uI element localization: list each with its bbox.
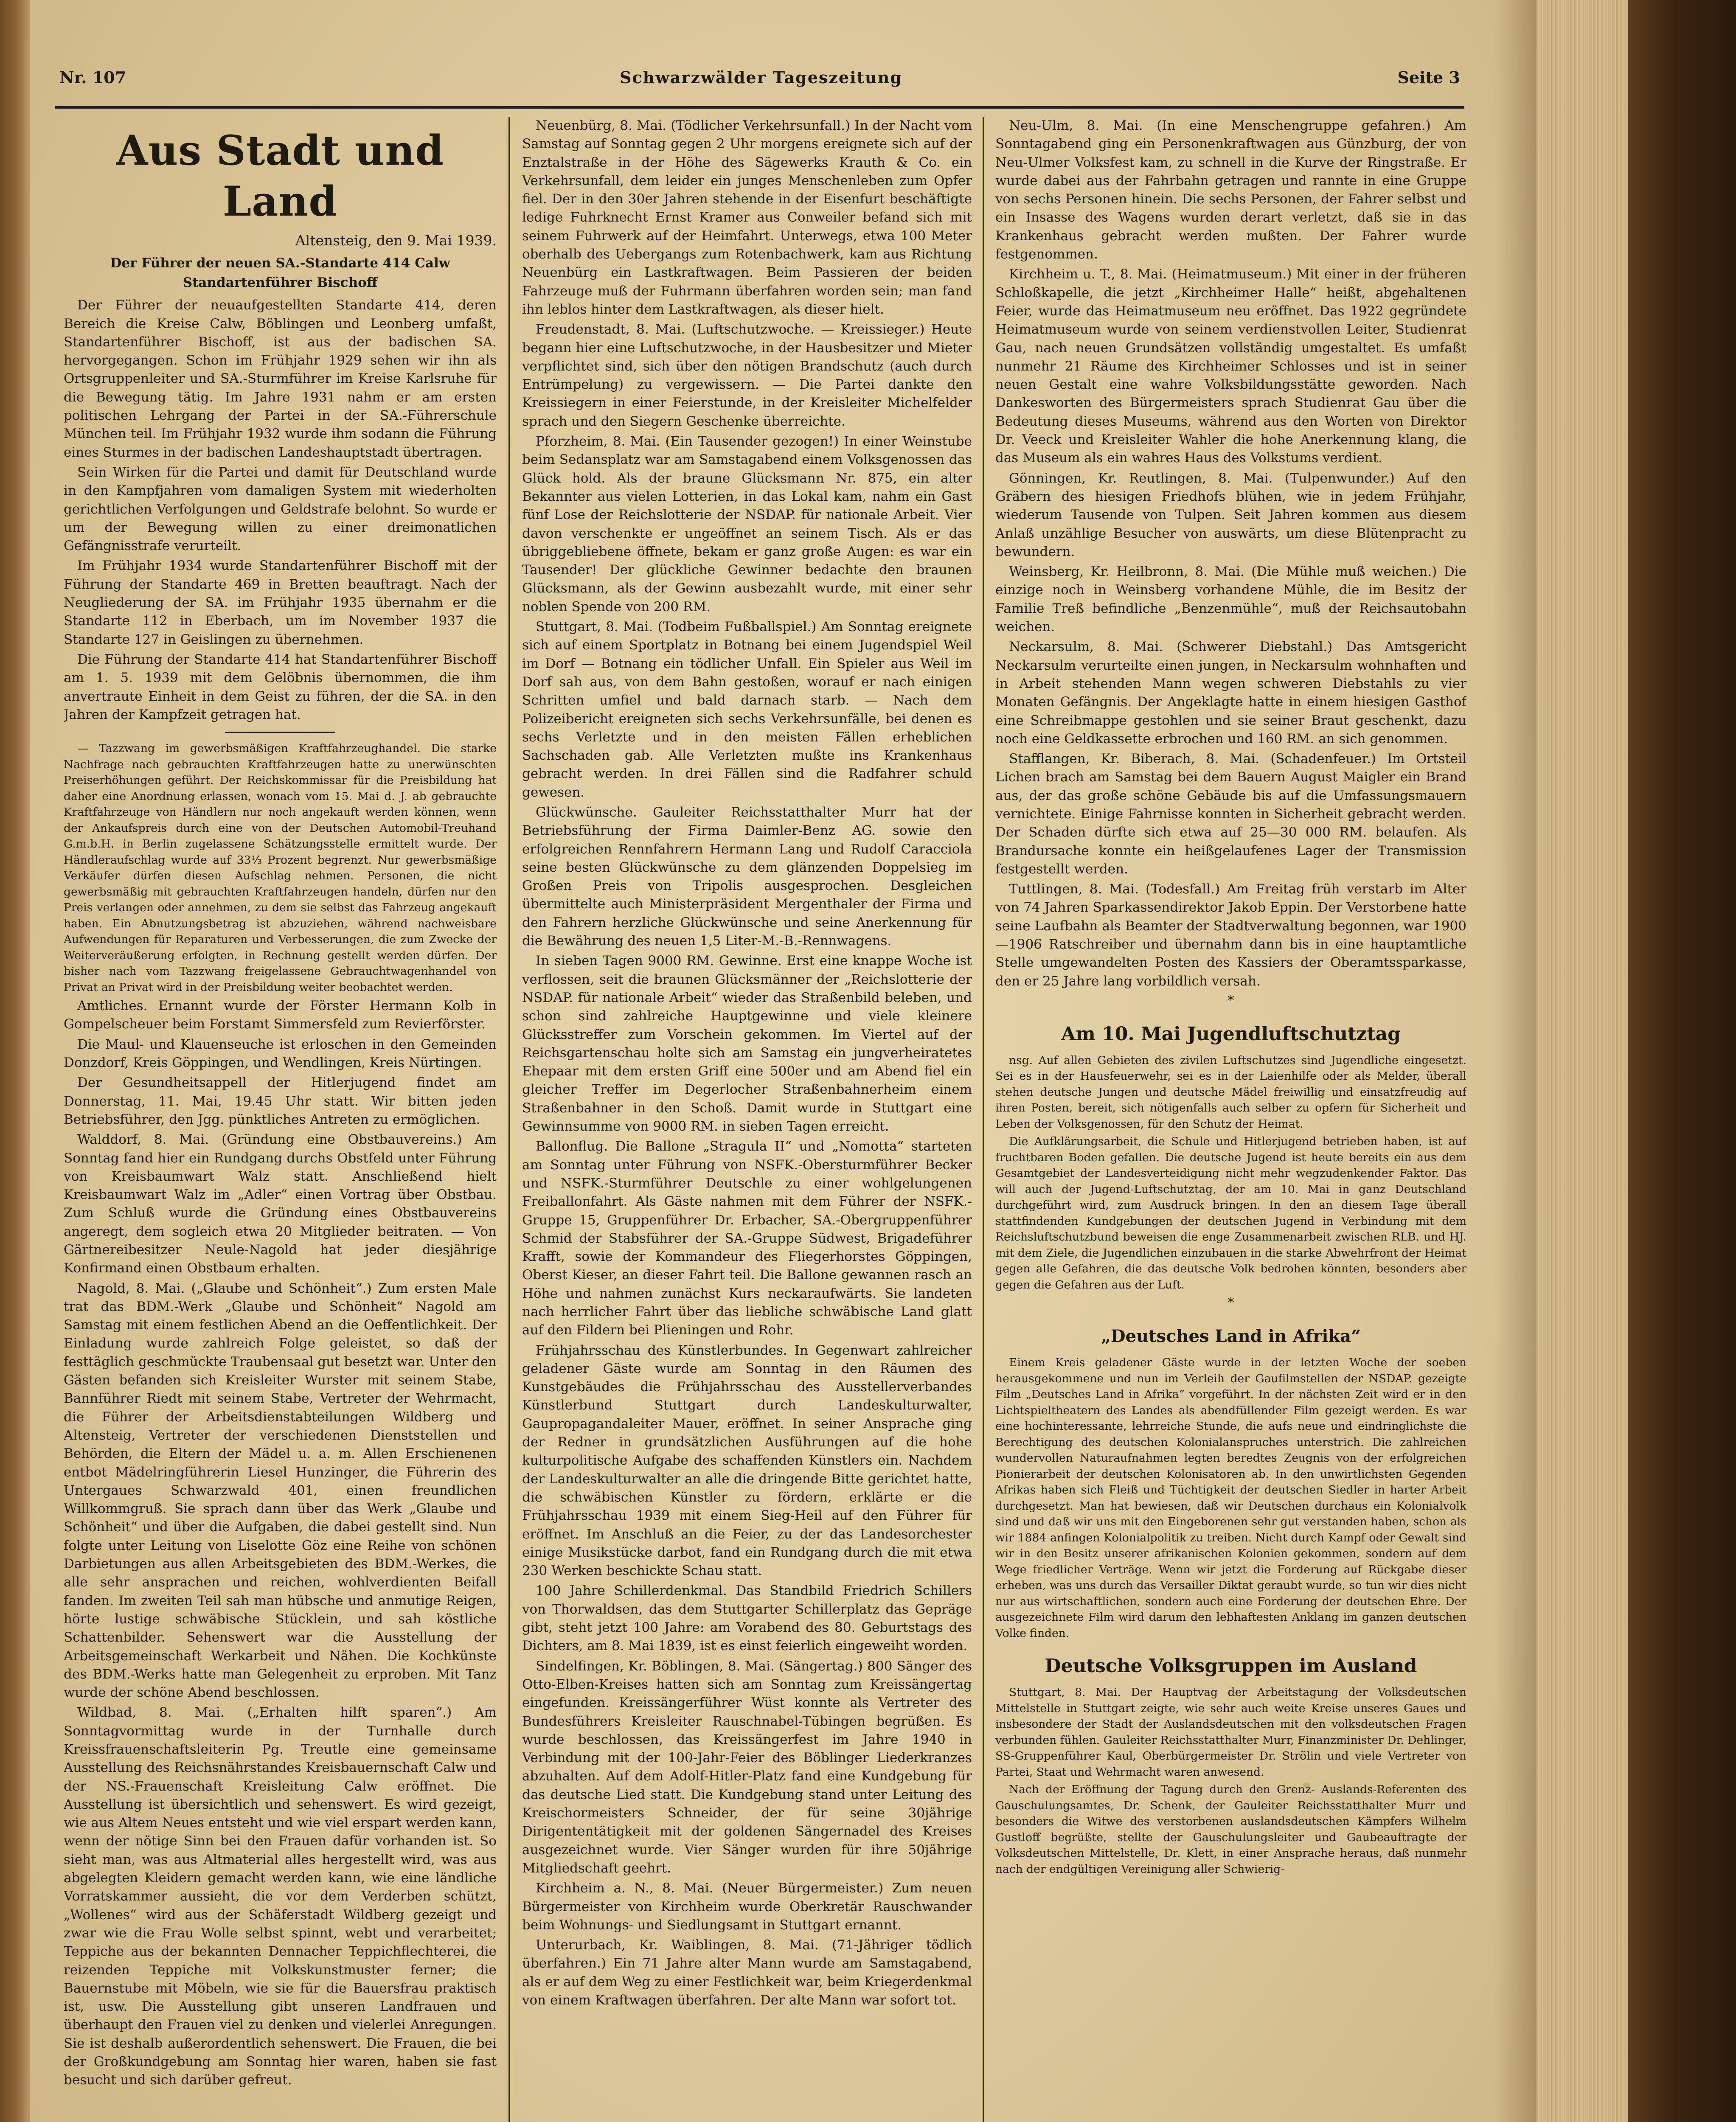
- article-paragraph: Unterurbach, Kr. Waiblingen, 8. Mai. (71-Jähriger tödlich überfahren.) Ein 71 Jahre alter Mann wurde am Samstagabend, als er auf dem Weg zu einer Festlichkeit war, beim Kriegerdenkmal von einem Kraftwagen überfahren. Der alte Mann war sofort tot.: [522, 1937, 972, 2008]
- section-title: Aus Stadt und Land: [116, 126, 444, 225]
- section-heading: Am 10. Mai Jugendluftschutztag: [1061, 1023, 1401, 1045]
- article-paragraph: Weinsberg, Kr. Heilbronn, 8. Mai. (Die Mühle muß weichen.) Die einzige noch in Weinsberg vorhandene Mühle, die im Besitz der Familie Treß befindliche „Benzenmühle“, muß der Reichsautobahn weichen.: [995, 564, 1466, 635]
- section-heading: „Deutsches Land in Afrika“: [1101, 1326, 1361, 1347]
- header-rule: [55, 106, 1464, 109]
- article-paragraph: Tuttlingen, 8. Mai. (Todesfall.) Am Freitag früh verstarb im Alter von 74 Jahren Sparkassendirektor Jakob Eppin. Der Verstorbene hatte seine Laufbahn als Beamter der Stadtverwaltung begonnen, war 1900—1906 Ratschreiber und übernahm dann bis in eine hauptamtliche Stelle umgewandelten Posten des Kassiers der Oberamtssparkasse, den er 25 Jahre lang vorbildlich versah.: [995, 881, 1466, 989]
- article-paragraph: nsg. Auf allen Gebieten des zivilen Luftschutzes sind Jugendliche eingesetzt. Sei es in der Hausfeuerwehr, sei es in der Laienhilfe oder als Melder, überall stehen deutsche Jungen und deutsche Mädel freiwillig und einsatzfreudig auf ihren Posten, bereit, sich nötigenfalls auch selber zu opfern für Sicherheit und Leben der Volksgenossen, für den Schutz der Heimat.: [995, 1053, 1466, 1131]
- book-cover-right: [1628, 0, 1736, 2122]
- column-3: [995, 117, 1466, 2122]
- article-paragraph: Amtliches. Ernannt wurde der Förster Hermann Kolb in Gompelscheuer beim Forstamt Simmersfeld zum Revierförster.: [64, 998, 497, 1032]
- notice-paragraph: — Tazzwang im gewerbsmäßigen Kraftfahrzeughandel. Die starke Nachfrage nach gebrauchten Kraftfahrzeugen hatte zu unerwünschten Preiserhöhungen geführt. Der Reichskommissar für die Preisbildung hat daher eine Anordnung erlassen, wonach vom 15. Mai d. J. ab gebrauchte Kraftfahrzeuge von Händlern nur noch angekauft werden können, wenn der Ankaufspreis durch eine von der Deutschen Automobil-Treuhand G.m.b.H. in Berlin zugelassene Schätzungsstelle ermittelt wurde. Der Händleraufschlag wurde auf 33⅓ Prozent begrenzt. Nur gewerbsmäßige Verkäufer dürfen diesen Aufschlag nehmen. Personen, die nicht gewerbsmäßig mit gebrauchten Kraftfahrzeugen handeln, dürfen nur den Preis verlangen oder annehmen, zu dem sie selbst das Fahrzeug angekauft haben. Ein Abnutzungsbetrag ist abzuziehen, während nachweisbare Aufwendungen für Reparaturen und Verbesserungen, die zum Zwecke der Weiterveräußerung erfolgten, in Rechnung gestellt werden dürfen. Der bisher nach vom Tazzwang freigelassene Gebrauchtwagenhandel von Privat an Privat wird in der Preisbildung weiter beobachtet werden.: [64, 742, 497, 994]
- article-paragraph: Freudenstadt, 8. Mai. (Luftschutzwoche. — Kreissieger.) Heute begann hier eine Luftschutzwoche, in der Hausbesitzer und Mieter verpflichtet sind, sich über den nötigen Brandschutz (auch durch Entrümpelung) zu vergewissern. — Die Partei dankte den Kreissiegern in einer Feierstunde, in der Kreisleiter Michelfelder sprach und den Siegern Geschenke überreichte.: [522, 322, 972, 429]
- article-headline: Der Führer der neuen SA.-Standarte 414 Calw: [110, 255, 450, 271]
- separator-star: *: [1228, 1295, 1234, 1311]
- separator-star: *: [1228, 993, 1234, 1008]
- separator: [225, 732, 335, 733]
- article-subheadline: Standartenführer Bischoff: [183, 275, 378, 291]
- column-divider-1: [508, 117, 510, 2122]
- article-paragraph: Einem Kreis geladener Gäste wurde in der letzten Woche der soeben herausgekommene und nun im Verleih der Gaufilmstellen der NSDAP. gezeigte Film „Deutsches Land in Afrika“ vorgeführt. In der nächsten Zeit wird er in den Lichtspieltheatern des Landes als abendfüllender Film gezeigt werden. Es war eine hochinteressante, lehrreiche Stunde, die aufs neue und eindringlichste die Berechtigung des deutschen Kolonialanspruches unterstrich. Die zahlreichen wundervollen Naturaufnahmen legten beredtes Zeugnis von der erfolgreichen Pionierarbeit der deutschen Kolonisatoren ab. In den unwirtlichsten Gegenden Afrikas haben sich Fleiß und Tüchtigkeit der deutschen Siedler in harter Arbeit durchgesetzt. Man hat bewiesen, daß wir Deutschen durchaus ein Kolonialvolk sind und daß wir uns mit den Eingeborenen sehr gut verstanden haben, schon als wir 1884 anfingen Kolonialpolitik zu treiben. Nicht durch Kampf oder Gewalt sind wir in den Besitz unserer afrikanischen Kolonien gekommen, sondern auf dem Wege friedlicher Verträge. Wenn wir jetzt die Forderung auf Rückgabe dieser erheben, was uns durch das Versailler Diktat geraubt wurde, so tun wir dies nicht nur aus wirtschaftlichen, sondern auch eine Forderung der deutschen Ehre. Der ausgezeichnete Film wird darum den lebhaftesten Anklang im ganzen deutschen Volke finden.: [995, 1356, 1466, 1640]
- page-header: [59, 68, 1460, 98]
- column-1: [64, 117, 497, 2122]
- article-paragraph: Wildbad, 8. Mai. („Erhalten hilft sparen“.) Am Sonntagvormittag wurde in der Turnhalle durch Kreissfrauenschaftsleiterin Pg. Treutle eine gemeinsame Ausstellung des Reichsnährstandes Kreisbauernschaft Calw und der NS.-Frauenschaft Kreisleitung Calw eröffnet. Die Ausstellung ist übersichtlich und sehenswert. Es wird gezeigt, wie aus Altem Neues entsteht und wie viel erspart werden kann, wenn der nötige Sinn bei den Frauen dafür vorhanden ist. So sieht man, was aus Altmaterial alles hergestellt wird, was aus abgelegten Kleidern gemacht werden kann, wie eine ländliche Vorratskammer aussieht, die vor dem Verderben schützt, „Wollenes“ wird aus der Schäferstadt Wildberg gezeigt und zwar wie die Frau Wolle selbst spinnt, webt und verarbeitet; Teppiche aus der bekannten Dennacher Teppichflechterei, die reizenden Teppiche mit Volkskunstmuster ferner; die Bauernstube mit Möbeln, wie sie für die Bauersfrau praktisch ist, usw. Die Ausstellung gibt unseren Landfrauen und überhaupt den Frauen viel zu denken und vielerlei Anregungen. Sie ist deshalb außerordentlich sehenswert. Die Frauen, die bei der Großkundgebung am Sonntag hier waren, haben sie fast besucht und sich darüber gefreut.: [64, 1705, 497, 2088]
- article-paragraph: Nach der Eröffnung der Tagung durch den Grenz- Auslands-Referenten des Gauschulungsamtes, Dr. Schenk, der Gauleiter Reichsstatthalter Murr und besonders die Witwe des verstorbenen auslandsdeutschen Kämpfers Wilhelm Gustloff begrüßte, stellte der Gauschulungsleiter und Gaubeauftragte der Volksdeutschen Mittelstelle, Dr. Klett, in einer Ansprache heraus, daß nunmehr nach der endgültigen Vereinigung aller Schwierig-: [995, 1783, 1466, 1876]
- article-paragraph: Stafflangen, Kr. Biberach, 8. Mai. (Schadenfeuer.) Im Ortsteil Lichen brach am Samstag bei dem Bauern August Maigler ein Brand aus, der das große schöne Gebäude bis auf die Umfassungsmauern vernichtete. Einige Fahrnisse konnten in Sicherheit gebracht werden. Der Schaden dürfte sich etwa auf 25—30 000 RM. belaufen. Als Brandursache konnte ein heißgelaufenes Lager der Transmission festgestellt werden.: [995, 751, 1466, 877]
- article-paragraph: Walddorf, 8. Mai. (Gründung eine Obstbauvereins.) Am Sonntag fand hier ein Rundgang durchs Obstfeld unter Führung von Kreisbaumwart Walz statt. Anschließend hielt Kreisbaumwart Walz im „Adler“ einen Vortrag über Obstbau. Zum Schluß wurde die Gründung eines Obstbauvereins angeregt, dem sogleich etwa 20 Mitglieder beitraten. — Von Gärtnereibesitzer Neule-Nagold hat jeder diesjährige Konfirmand einen Obstbaum erhalten.: [64, 1132, 497, 1276]
- page-number: Seite 3: [1397, 68, 1460, 87]
- article-paragraph: Glückwünsche. Gauleiter Reichsstatthalter Murr hat der Betriebsführung der Firma Daimler-Benz AG. sowie den erfolgreichen Rennfahrern Hermann Lang und Rudolf Caracciola seine besten Glückwünsche zu dem glänzenden Doppelsieg im Großen Preis von Tripolis ausgesprochen. Desgleichen übermittelte auch Ministerpräsident Mergenthaler der Firma und den Fahrern herzliche Glückwünsche und seine Anerkennung für die Bewährung des neuen 1,5 Liter-M.-B.-Rennwagens.: [522, 804, 972, 949]
- article-paragraph: Der Führer der neuaufgestellten Standarte 414, deren Bereich die Kreise Calw, Böblingen und Leonberg umfaßt, Standartenführer Bischoff, ist aus der badischen SA. hervorgegangen. Schon im Frühjahr 1929 sehen wir ihn als Ortsgruppenleiter und SA.-Sturmführer im Kreise Karlsruhe für die Bewegung tätig. Im Jahre 1931 nahm er am ersten politischen Lehrgang der Partei in der SA.-Führerschule München teil. Im Frühjahr 1932 wurde ihm sodann die Führung eines Sturmes in der badischen Landeshauptstadt übertragen.: [64, 298, 497, 460]
- article-paragraph: In sieben Tagen 9000 RM. Gewinne. Erst eine knappe Woche ist verflossen, seit die braunen Glücksmänner der „Reichslotterie der NSDAP. für nationale Arbeit“ wieder das Straßenbild beleben, und schon sind zahlreiche Hauptgewinne und viele kleinere Glücksstreffer zum Vorschein gekommen. Im Viertel auf der Reichsgartenschau holte sich am Samstag ein jungverheiratetes Ehepaar mit dem ersten Griff eine 500er und am Abend fiel ein gleicher Treffer im Degerlocher Straßenbahnerheim einem Straßenbahner in den Schoß. Damit wurde in Stuttgart eine Gewinnsumme von 9000 RM. in sieben Tagen erreicht.: [522, 953, 972, 1134]
- article-paragraph: Der Gesundheitsappell der Hitlerjugend findet am Donnerstag, 11. Mai, 19.45 Uhr statt. Wir bitten jeden Betriebsführer, den Jgg. pünktliches Antreten zu ermöglichen.: [64, 1075, 497, 1127]
- article-paragraph: Frühjahrsschau des Künstlerbundes. In Gegenwart zahlreicher geladener Gäste wurde am Sonntag in den Räumen des Kunstgebäudes die Frühjahrsschau des Ausstellerverbandes Künstlerbund Stuttgart durch Landeskulturwalter, Gaupropagandaleiter Mauer, eröffnet. In seiner Ansprache ging der Redner in grundsätzlichen Ausführungen auf die hohe kulturpolitische Aufgabe des schaffenden Künstlers ein. Nachdem der Landeskulturwalter an alle die dringende Bitte gerichtet hatte, die schwäbischen Künstler zu fördern, erklärte er die Frühjahrsschau 1939 mit einem Sieg-Heil auf den Führer für eröffnet. Im Anschluß an die Feier, zu der das Landesorchester einige Musikstücke darbot, fand ein Rundgang durch die mit etwa 230 Werken beschickte Schau statt.: [522, 1342, 972, 1579]
- dateline: Altensteig, den 9. Mai 1939.: [295, 232, 497, 249]
- issue-number: Nr. 107: [59, 68, 126, 87]
- article-paragraph: Stuttgart, 8. Mai. Der Hauptvag der Arbeitstagung der Volksdeutschen Mittelstelle in Stuttgart zeigte, wie sehr auch weite Kreise unseres Gaues und insbesondere der Stadt der Auslandsdeutschen mit den volksdeutschen Fragen verbunden fühlen. Gauleiter Reichsstatthalter Murr, Finanzminister Dr. Dehlinger, SS-Gruppenführer Kaul, Oberbürgermeister Dr. Strölin und viele Vertreter von Partei, Staat und Wehrmacht waren anwesend.: [995, 1686, 1466, 1779]
- article-paragraph: Die Maul- und Klauenseuche ist erloschen in den Gemeinden Donzdorf, Kreis Göppingen, und Wendlingen, Kreis Nürtingen.: [64, 1036, 497, 1071]
- article-paragraph: Pforzheim, 8. Mai. (Ein Tausender gezogen!) In einer Weinstube beim Sedansplatz war am Samstagabend einem Volksgenossen das Glück hold. Als der braune Glücksmann Nr. 875, ein alter Bekannter aus vielen Lotterien, in das Lokal kam, nahm ein Gast fünf Lose der Reichslotterie der NSDAP. für nationale Arbeit. Vier davon verschenkte er ungeöffnet an seinem Tisch. Als er das übriggebliebene öffnete, bekam er ganz große Augen: es war ein Tausender! Der glückliche Gewinner bedachte den braunen Glücksmann, als der Gewinn ausbezahlt wurde, mit einer sehr noblen Spende von 200 RM.: [522, 434, 972, 615]
- section-heading: Deutsche Volksgruppen im Ausland: [1045, 1655, 1417, 1677]
- article-paragraph: Die Führung der Standarte 414 hat Standartenführer Bischoff am 1. 5. 1939 mit dem Gelöbnis übernommen, die ihm anvertraute Einheit in dem Geist zu führen, der die SA. in den Jahren der Kampfzeit getragen hat.: [64, 651, 497, 722]
- page-edges: [1537, 0, 1630, 2122]
- article-paragraph: Sindelfingen, Kr. Böblingen, 8. Mai. (Sängertag.) 800 Sänger des Otto-Elben-Kreises hatten sich am Sonntag zum Kreissängertag eingefunden. Kreissängerführer Wüst konnte als Vertreter des Bundesführers Kreisleiter Rauschnabel-Tübingen begrüßen. Es wurde beschlossen, das Kreissängerfest im Jahre 1940 in Verbindung mit der 100-Jahr-Feier des Böblinger Liederkranzes abzuhalten. Auf dem Adolf-Hitler-Platz fand eine Kundgebung für das deutsche Lied statt. Die Kundgebung stand unter Leitung des Kreischormeisters Schneider, der für seine 30jährige Dirigententätigkeit mit der goldenen Sängernadel des Kreises ausgezeichnet wurde. Vier Sänger wurden für ihre 50jährige Mitgliedschaft geehrt.: [522, 1658, 972, 1876]
- article-paragraph: 100 Jahre Schillerdenkmal. Das Standbild Friedrich Schillers von Thorwaldsen, das dem Stuttgarter Schillerplatz das Gepräge gibt, steht jetzt 100 Jahre: am Vorabend des 80. Geburtstags des Dichters, am 8. Mai 1839, ist es einst feierlich eingeweiht worden.: [522, 1583, 972, 1654]
- article-paragraph: Ballonflug. Die Ballone „Stragula II“ und „Nomotta“ starteten am Sonntag unter Führung von NSFK.-Obersturmführer Becker und NSFK.-Sturmführer Deutschle zu einer wohlgelungenen Freiballonfahrt. Als Gäste nahmen mit dem Führer der NSFK.-Gruppe 15, Gruppenführer Dr. Erbacher, SA.-Obergruppenführer Schmid der Stabsführer der SA.-Gruppe Südwest, Brigadeführer Krafft, sowie der Kommandeur des Fliegerhorstes Göppingen, Oberst Kieser, an dieser Fahrt teil. Die Ballone gewannen rasch an Höhe und nahmen zunächst Kurs neckaraufwärts. Sie landeten nach herrlicher Fahrt über das liebliche schwäbische Land glatt auf den Fildern bei Plieningen und Rohr.: [522, 1139, 972, 1338]
- article-paragraph: Kirchheim u. T., 8. Mai. (Heimatmuseum.) Mit einer in der früheren Schloßkapelle, die jetzt „Kirchheimer Halle“ heißt, abgehaltenen Feier, wurde das Heimatmuseum neu eröffnet. Das 1922 gegründete Heimatmuseum wurde von seinem verdienstvollen Leiter, Studienrat Gau, nach neuen Grundsätzen vollständig umgestaltet. Es umfaßt nunmehr 21 Räume des Kirchheimer Schlosses und ist in seiner neuen Gestalt eine wahre Volksbildungsstätte geworden. Nach Dankesworten des Bürgermeisters sprach Studienrat Gau über die Bedeutung dieses Museums, während aus den Worten von Direktor Dr. Veeck und Kreisleiter Wahler die hohe Anerkennung klang, die das Museum als ein wahres Haus des Volkstums verdient.: [995, 267, 1466, 466]
- column-divider-2: [983, 117, 984, 2122]
- article-paragraph: Gönningen, Kr. Reutlingen, 8. Mai. (Tulpenwunder.) Auf den Gräbern des hiesigen Friedhofs blühen, wie in jedem Frühjahr, wiederum Tausende von Tulpen. Seit Jahren kommen aus diesem Anlaß unzählige Besucher von auswärts, um diese Blütenpracht zu bewundern.: [995, 470, 1466, 559]
- article-paragraph: Die Aufklärungsarbeit, die Schule und Hitlerjugend betrieben haben, ist auf fruchtbaren Boden gefallen. Die deutsche Jugend ist heute bereits ein aus dem Gesamtgebiet der Landesverteidigung nicht mehr wegzudenkender Faktor. Das will auch der Jugend-Luftschutztag, der am 10. Mai in ganz Deutschland durchgeführt wird, zum Ausdruck bringen. In den an diesem Tage überall stattfindenden Kundgebungen der deutschen Jugend in Verbindung mit dem Reichsluftschutzbund beweisen die enge Zusammenarbeit zwischen RLB. und HJ. mit dem Ziele, die Jugendlichen einzubauen in die starke Abwehrfront der Heimat gegen alle Gefahren, die das deutsche Volk bedrohen könnten, besonders aber gegen die Gefahren aus der Luft.: [995, 1135, 1466, 1291]
- article-paragraph: Sein Wirken für die Partei und damit für Deutschland wurde in den Kampfjahren vom damaligen System mit wiederholten gerichtlichen Verfolgungen und Geldstrafe belohnt. So wurde er um der Bewegung willen zu einer dreimonatlichen Gefängnisstrafe verurteilt.: [64, 464, 497, 554]
- column-2: [522, 117, 972, 2122]
- article-paragraph: Im Frühjahr 1934 wurde Standartenführer Bischoff mit der Führung der Standarte 469 in Bretten beauftragt. Nach der Neugliederung der SA. im Frühjahr 1935 übernahm er die Standarte 112 in Eberbach, um im November 1937 die Standarte 127 in Geislingen zu übernehmen.: [64, 558, 497, 647]
- article-paragraph: Neuenbürg, 8. Mai. (Tödlicher Verkehrsunfall.) In der Nacht vom Samstag auf Sonntag gegen 2 Uhr morgens ereignete sich auf der Enztalstraße in der Höhe des Sägewerks Krauth & Co. ein Verkehrsunfall, dem leider ein junges Menschenleben zum Opfer fiel. Der in den 30er Jahren stehende in der Eisenfurt beschäftigte ledige Fuhrknecht Ernst Kramer aus Conweiler befand sich mit seinem Fuhrwerk auf der Heimfahrt. Unterwegs, etwa 100 Meter oberhalb des Uebergangs zum Rotenbachwerk, kam aus Richtung Neuenbürg ein Lastkraftwagen. Beim Passieren der beiden Fahrzeuge muß der Fuhrmann überfahren worden sein; man fand ihn leblos hinter dem Lastkraftwagen, als dieser hielt.: [522, 118, 972, 317]
- newspaper-name: Schwarzwälder Tageszeitung: [620, 68, 902, 87]
- article-paragraph: Kirchheim a. N., 8. Mai. (Neuer Bürgermeister.) Zum neuen Bürgermeister von Kirchheim wurde Oberkretär Rauschwander beim Wohnungs- und Siedlungsamt in Stuttgart ernannt.: [522, 1881, 972, 1933]
- article-paragraph: Stuttgart, 8. Mai. (Todbeim Fußballspiel.) Am Sonntag ereignete sich auf einem Sportplatz in Botnang bei einem Jugendspiel Weil im Dorf — Botnang ein tödlicher Unfall. Ein Spieler aus Weil im Dorf sah aus, von dem Bahn gestoßen, worauf er nach einigen Schritten umfiel und bald darnach starb. — Nach dem Polizeibericht ereigneten sich sechs Verkehrsunfälle, bei denen es sechs Verletzte und in den meisten Fällen erheblichen Sachschaden gab. Alle Verletzten mußte ins Krankenhaus gebracht werden. In drei Fällen sind die Radfahrer schuld gewesen.: [522, 619, 972, 800]
- article-paragraph: Neckarsulm, 8. Mai. (Schwerer Diebstahl.) Das Amtsgericht Neckarsulm verurteilte einen jungen, in Neckarsulm wohnhaften und in Arbeit stehenden Mann wegen schweren Diebstahls zu vier Monaten Gefängnis. Der Angeklagte hatte in einem hiesigen Gasthof eine Schreibmappe gestohlen und sie seiner Braut geschenkt, dazu noch eine Geldkassette erbrochen und 160 RM. an sich genommen.: [995, 639, 1466, 747]
- article-paragraph: Nagold, 8. Mai. („Glaube und Schönheit“.) Zum ersten Male trat das BDM.-Werk „Glaube und Schönheit“ Nagold am Samstag mit einem festlichen Abend an die Oeffentlichkeit. Der Einladung wurde zahlreich Folge geleistet, so daß der festtäglich geschmückte Traubensaal gut besetzt war. Unter den Gästen befanden sich Kreisleiter Wurster mit seinem Stabe, Bannführer Riedt mit seinem Stabe, Vertreter der Wehrmacht, die Führer der Arbeitsdienstabteilungen Wildberg und Altensteig, Vertreter der verschiedenen Dienststellen und Behörden, die Eltern der Mädel u. a. m. Allen Erschienenen entbot Mädelringführerin Liesel Hunzinger, die Führerin des Untergaues Schwarzwald 401, einen freundlichen Willkommgruß. Sie sprach dann über das Werk „Glaube und Schönheit“ und über die Aufgaben, die dabei gestellt sind. Nun folgte unter Leitung von Liselotte Göz eine Reihe von schönen Darbietungen aus allen Arbeitsgebieten des BDM.-Werkes, die alle sehr ansprachen und reichen, wohlverdienten Beifall fanden. Im zweiten Teil sah man hübsche und anmutige Reigen, hörte lustige schwäbische Stücklein, und sah köstliche Schattenbilder. Sehenswert war die Ausstellung der Arbeitsgemeinschaft Werkarbeit und Nähen. Die Kochkünste des BDM.-Werks hatte man Gelegenheit zu erproben. Mit Tanz wurde der schöne Abend beschlossen.: [64, 1280, 497, 1701]
- article-paragraph: Neu-Ulm, 8. Mai. (In eine Menschengruppe gefahren.) Am Sonntagabend ging ein Personenkraftwagen aus Günzburg, der von Neu-Ulmer Volksfest kam, zu schnell in die Kurve der Ringstraße. Er wurde dabei aus der Fahrbahn getragen und rannte in eine Gruppe von sechs Personen hinein. Die sechs Personen, der Fahrer selbst und ein Insasse des Wagens wurden derart verletzt, daß sie in das Krankenhaus gebracht werden mußten. Der Fahrer wurde festgenommen.: [995, 118, 1466, 262]
- page-curl-shadow: [1494, 0, 1541, 2122]
